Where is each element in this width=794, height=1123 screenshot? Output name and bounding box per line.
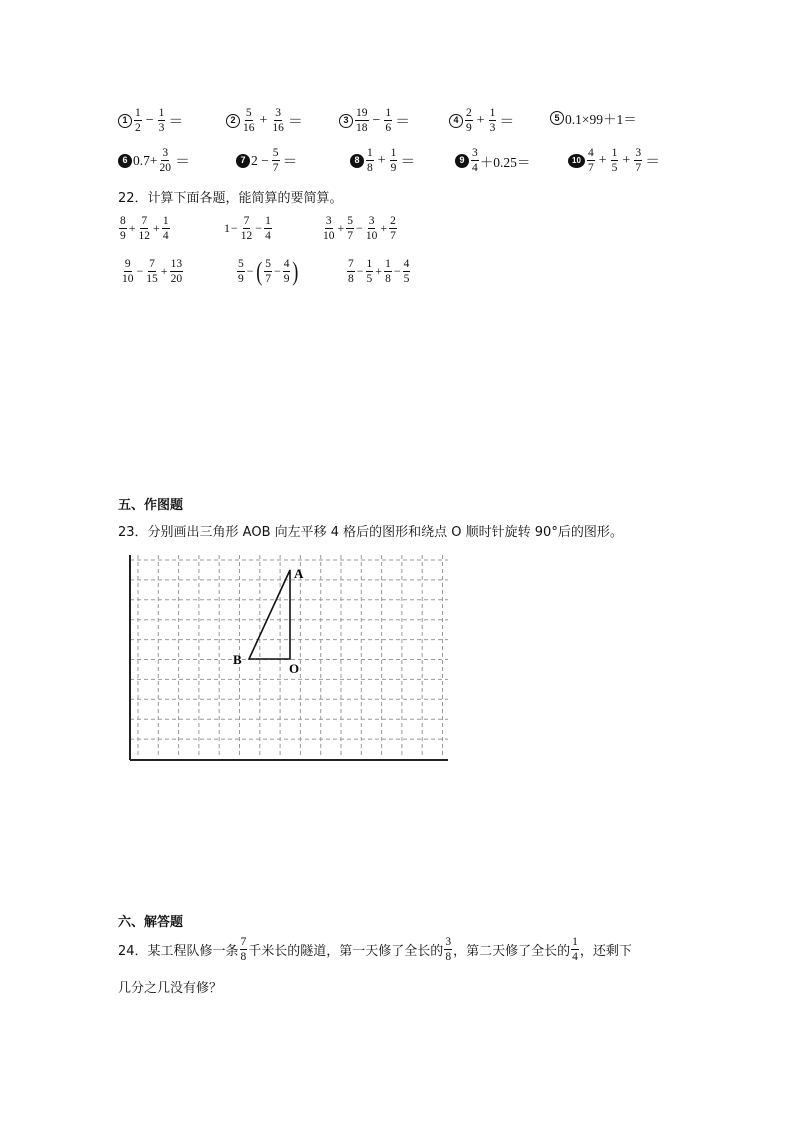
item-number: 5 <box>550 111 564 125</box>
q23-text: 23．分别画出三角形 AOB 向左平移 4 格后的图形和绕点 O 顺时针旋转 90°后的图形。 <box>118 525 623 540</box>
q24-text-line1: 24．某工程队修一条 $\frac{7}{8}$ 千米长的隧道，第一天修了全长的 $\frac{3}{8}$ ，第二天修了全长的 $\frac{1}{4}$ ，还剩下 <box>118 936 632 963</box>
q21-item-9: 9 $\frac{3}{4}$ ＋0.25＝ <box>455 147 530 174</box>
fraction: $\frac{3}{7}$ <box>635 147 642 174</box>
q21-item-8: 8 $\frac{1}{8}$ + $\frac{1}{9}$ ＝ <box>350 147 415 174</box>
item-number: 8 <box>350 154 364 168</box>
item-number: 6 <box>118 154 132 168</box>
q21-item-3: 3 $\frac{19}{18}$ − $\frac{1}{6}$ ＝ <box>339 107 410 134</box>
label-o: O <box>289 661 300 676</box>
fraction: $\frac{2}{9}$ <box>466 107 472 134</box>
fraction: $\frac{5}{7}$ <box>272 147 279 174</box>
fraction: $\frac{1}{5}$ <box>611 147 618 174</box>
q24-text-line2: 几分之几没有修？ <box>118 981 223 996</box>
item-number: 7 <box>236 154 250 168</box>
fraction: $\frac{1}{8}$ <box>367 147 373 174</box>
fraction: $\frac{1}{3}$ <box>489 107 496 134</box>
fraction: $\frac{7}{8}$ <box>240 936 247 963</box>
fraction: $\frac{1}{2}$ <box>135 107 141 134</box>
fraction: $\frac{3}{16}$ <box>272 107 284 134</box>
q22-title: 22．计算下面各题，能简算的要简算。 <box>118 191 343 206</box>
fraction: $\frac{19}{18}$ <box>356 107 368 134</box>
fraction: $\frac{1}{9}$ <box>390 147 397 174</box>
q22-expr-3: $\frac{3}{10}$ + $\frac{5}{7}$ − $\frac{3}{10}$ + $\frac{2}{7}$ <box>323 215 396 242</box>
fraction: $\frac{5}{16}$ <box>243 107 255 134</box>
fraction: $\frac{1}{6}$ <box>385 107 392 134</box>
item-number: 2 <box>226 114 240 128</box>
label-b: B <box>233 652 242 667</box>
q21-item-7: 7 2 − $\frac{5}{7}$ ＝ <box>236 147 298 174</box>
q21-item-6: 6 0.7+ $\frac{3}{20}$ ＝ <box>118 147 190 174</box>
item-number: 4 <box>449 114 463 128</box>
fraction: $\frac{3}{20}$ <box>159 147 171 174</box>
item-number: 3 <box>339 114 353 128</box>
q21-item-10: 10 $\frac{4}{7}$ + $\frac{1}{5}$ + $\frac{3}{7}$ ＝ <box>568 147 660 174</box>
q21-item-4: 4 $\frac{2}{9}$ + $\frac{1}{3}$ ＝ <box>449 107 514 134</box>
item-number: 1 <box>118 114 132 128</box>
q22-expr-2: 1 − $\frac{7}{12}$ − $\frac{1}{4}$ <box>224 215 271 242</box>
label-a: A <box>294 566 304 581</box>
q22-expr-5: $\frac{5}{9}$ − ( $\frac{5}{7}$ − $\frac{4}{9}$ ) <box>238 256 299 286</box>
fraction: $\frac{1}{4}$ <box>572 936 578 963</box>
fraction: $\frac{1}{3}$ <box>158 107 165 134</box>
q22-expr-1: $\frac{8}{9}$ + $\frac{7}{12}$ + $\frac{1}{4}$ <box>120 215 169 242</box>
triangle-aob <box>249 570 290 659</box>
q21-item-2: 2 $\frac{5}{16}$ + $\frac{3}{16}$ ＝ <box>226 107 303 134</box>
section-5-heading: 五、作图题 <box>118 498 184 513</box>
section-6-heading: 六、解答题 <box>118 915 184 930</box>
fraction: $\frac{3}{8}$ <box>445 936 452 963</box>
q22-expr-4: $\frac{9}{10}$ − $\frac{7}{15}$ + $\frac{13}{20}$ <box>122 258 183 285</box>
q21-item-5: 5 0.1×99＋1＝ <box>550 108 637 128</box>
item-number: 10 <box>568 154 585 168</box>
q22-expr-6: $\frac{7}{8}$ − $\frac{1}{5}$ + $\frac{1}{8}$ − $\frac{4}{5}$ <box>348 258 410 285</box>
fraction: $\frac{3}{4}$ <box>472 147 478 174</box>
q21-item-1: 1 $\frac{1}{2}$ − $\frac{1}{3}$ ＝ <box>118 107 183 134</box>
item-number: 9 <box>455 154 469 168</box>
fraction: $\frac{4}{7}$ <box>588 147 594 174</box>
drawing-grid[interactable] <box>126 552 452 764</box>
